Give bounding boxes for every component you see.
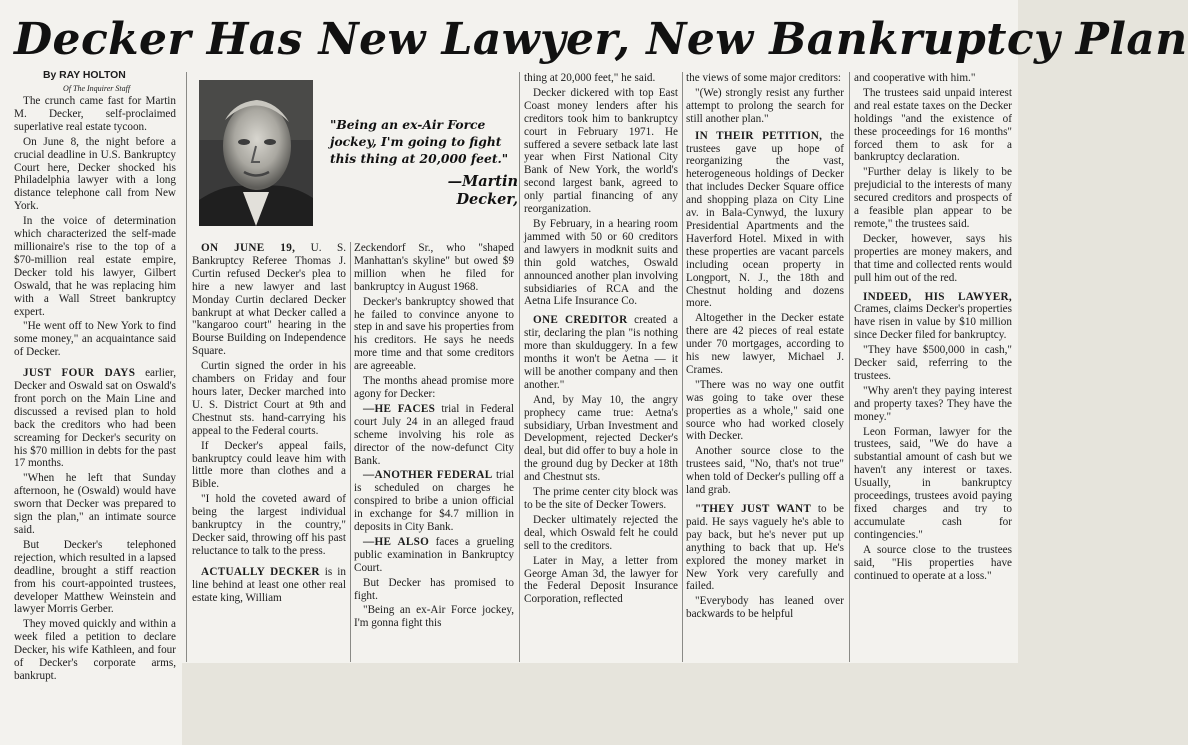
paragraph: IN THEIR PETITION, the trustees gave up hope of reorganizing the vast, heterogeneous holdings of Decker that includes Decker Square office and shopping plaza on City Line av. in Bala-Cynwyd, the luxury Presidential Apartments and the Haverford Hotel. Mixed in with these properties are vacant parcels including ocean property in Longport, N. J., the 18th and Chestnut holding and dozens more.: [686, 129, 844, 310]
column-rule: [350, 242, 351, 662]
paragraph: Decker, however, says his properties are money makers, and that time and collected rents would pull him out of the red.: [854, 232, 1012, 284]
paragraph: "There was no way one outfit was going to take over these properties as a whole," said one source who had worked closely with Decker.: [686, 378, 844, 443]
page-background: [182, 663, 1024, 745]
paragraph: "(We) strongly resist any further attempt to prolong the search for still another plan.": [686, 86, 844, 125]
paragraph: Later in May, a letter from George Aman 3d, the lawyer for the Federal Deposit Insurance Corporation, reflected: [524, 554, 678, 606]
paragraph: thing at 20,000 feet," he said.: [524, 72, 656, 84]
column-rule: [186, 72, 187, 662]
paragraph: The crunch came fast for Martin M. Decker, self-proclaimed superlative real estate tycoon.: [14, 95, 176, 133]
byline: By RAY HOLTON: [43, 70, 126, 81]
paragraph: "Everybody has leaned over backwards to be helpful: [686, 595, 844, 621]
paragraph: JUST FOUR DAYS earlier, Decker and Oswald sat on Oswald's front porch on the Main Line and discussed a revised plan to hold back the creditors who had been screaming for Decker's security on his $70 million in debts for the past 17 months.: [14, 367, 176, 470]
subhead-kicker: ON JUNE 19,: [201, 242, 296, 254]
subhead-kicker: ACTUALLY DECKER: [201, 565, 320, 578]
paragraph: "Why aren't they paying interest and property taxes? They have the money.": [854, 384, 1012, 423]
paragraph: Decker's bankruptcy showed that he failed to convince anyone to step in and save his properties from his creditors. He says he needs more time and that some creditors are agreeable.: [354, 295, 514, 373]
paragraph: —ANOTHER FEDERAL trial is scheduled on charges he conspired to bribe a union official in exchange for $4.7 million in deposits in City Bank.: [354, 469, 514, 534]
paragraph: "Further delay is likely to be prejudicial to the interests of many secured creditors and prospects of a feasible plan appear to be remote," the trustees said.: [854, 166, 1012, 230]
paragraph: Decker ultimately rejected the deal, which Oswald felt he could sell to the creditors.: [524, 513, 678, 552]
article-column-3: [354, 242, 514, 638]
paragraph: ACTUALLY DECKER is in line behind at least one other real estate king, William: [192, 565, 346, 604]
paragraph: —HE FACES trial in Federal court July 24 in an alleged fraud scheme involving his role as director of the now-defunct City Bank.: [354, 402, 514, 467]
article-column-6: [854, 72, 1012, 642]
subhead-kicker: —ANOTHER FEDERAL: [363, 469, 493, 482]
pull-quote-attribution: —Martin Decker,: [447, 173, 518, 208]
column-rule: [682, 72, 683, 662]
paragraph: But Decker's telephoned rejection, which resulted in a lapsed deadline, brought a stiff reaction from his court-appointed trustees, developer Matthew Weinstein and lawyer Morris Gerber.: [14, 538, 176, 616]
paragraph: Leon Forman, lawyer for the trustees, said, "We do have a substantial amount of cash but we haven't any interest or taxes. Usually, in bankruptcy proceedings, trustees avoid paying fixed charges and try to accumulate cash for contingencies.": [854, 425, 1012, 541]
subhead-kicker: —HE FACES: [363, 402, 436, 415]
paragraph: Curtin signed the order in his chambers on Friday and four hours later, Decker marched into U. S. District Court at 9th and Chestnut sts. hand-carrying his appeal to the Federal courts.: [192, 360, 346, 437]
paragraph: and cooperative with him.": [854, 72, 976, 84]
paragraph: The months ahead promise more agony for Decker:: [354, 375, 514, 400]
paragraph: By February, in a hearing room jammed with 50 or 60 creditors and lawyers in modknit suits and thin gold watches, Oswald announced another plan involving subsidiaries of RCA and the Aetna Life Insurance Co.: [524, 217, 678, 308]
paragraph: the views of some major creditors:: [686, 72, 842, 84]
byline-affiliation: Of The Inquirer Staff: [63, 84, 131, 93]
subhead-kicker: "THEY JUST WANT: [695, 503, 812, 515]
portrait-photo: [199, 80, 313, 226]
paragraph: On June 8, the night before a crucial deadline in U.S. Bankruptcy Court here, Decker shocked his Philadelphia lawyer with a long distance telephone call from New York.: [14, 135, 176, 213]
paragraph: And, by May 10, the angry prophecy came true: Aetna's subsidiary, Urban Investment and Development, rejected Decker's deal, but did offer to buy a hole in the ground dug by Decker at 18th and Chestnut sts.: [524, 393, 678, 484]
paragraph: They moved quickly and within a week filed a petition to declare Decker, his wife Kathleen, and four of Decker's corporate arms, bankrupt.: [14, 618, 176, 682]
article-column-4: [524, 72, 678, 642]
paragraph: Another source close to the trustees said, "No, that's not true" when told of Decker's pulling off a land grab.: [686, 445, 844, 497]
paragraph: In the voice of determination which characterized the self-made millionaire's rise to the top of a $70-million real estate empire, Decker told his lawyer, Gilbert Oswald, that he was replacing him with a Wall Street bankruptcy expert.: [14, 215, 176, 318]
subhead-kicker: JUST FOUR DAYS: [23, 367, 136, 380]
paragraph: The prime center city block was to be the site of Decker Towers.: [524, 486, 678, 511]
headline: Decker Has New Lawyer, New Bankruptcy Plan: [14, 14, 1188, 65]
column-rule: [849, 72, 850, 662]
paragraph: Zeckendorf Sr., who "shaped Manhattan's skyline" but owed $9 million when he filed for bankruptcy in August 1968.: [354, 242, 514, 293]
paragraph: "When he left that Sunday afternoon, he (Oswald) would have sworn that Decker was prepared to sign the plan," an intimate source said.: [14, 472, 176, 536]
subhead-kicker: —HE ALSO: [363, 535, 430, 548]
paragraph: A source close to the trustees said, "His properties have continued to operate at a loss.": [854, 543, 1012, 582]
article-column-5: [686, 72, 844, 642]
article-column-2: [192, 242, 346, 638]
paragraph: Decker dickered with top East Coast money lenders after his creditors took him to bankruptcy court in February 1971. He suffered a severe setback late last year when First National City Bank of New York, the world's second largest bank, agreed to only partial financing of any reorganization.: [524, 86, 678, 216]
paragraph: —HE ALSO faces a grueling public examination in Bankruptcy Court.: [354, 535, 514, 574]
subhead-kicker: INDEED, HIS LAWYER,: [863, 290, 1012, 303]
pull-quote: "Being an ex-Air Force jockey, I'm going to fight this thing at 20,000 feet.": [330, 117, 509, 166]
paragraph: "They have $500,000 in cash," Decker said, referring to the trustees.: [854, 344, 1012, 382]
paragraph: Altogether in the Decker estate there are 42 pieces of real estate under 70 mortgages, according to his new lawyer, Michael J. Crames.: [686, 312, 844, 376]
paragraph: ONE CREDITOR created a stir, declaring the plan "is nothing more than skulduggery. In a few months it won't be Aetna — it will be another company and then another.": [524, 314, 679, 391]
subhead-kicker: IN THEIR PETITION,: [695, 129, 823, 142]
paragraph: But Decker has promised to fight.: [354, 576, 514, 602]
article-column-1: [14, 70, 176, 740]
paragraph: The trustees said unpaid interest and real estate taxes on the Decker holdings "and the existence of these proceedings for 16 months" forced them to ask for a bankruptcy declaration.: [854, 86, 1012, 164]
paragraph: If Decker's appeal fails, bankruptcy could leave him with little more than clothes and a Bible.: [192, 439, 346, 491]
paragraph: INDEED, HIS LAWYER, Crames, claims Decker's properties have risen in value by $10 million since Decker filed for bankruptcy.: [854, 290, 1012, 342]
column-rule: [519, 72, 520, 662]
paragraph: "Being an ex-Air Force jockey, I'm gonna fight this: [354, 604, 514, 630]
paragraph: "I hold the coveted award of being the largest individual bankruptcy in the country," Decker said, throwing off his past reluctance to talk to the press.: [192, 493, 346, 557]
paragraph: ON JUNE 19, U. S. Bankruptcy Referee Thomas J. Curtin refused Decker's plea to hire a new lawyer and last Monday Curtin declared Decker bankrupt at what Decker called a "kangaroo court" hearing in the Bourse Building on Independence Square.: [192, 242, 346, 358]
paragraph: "He went off to New York to find some money," an acquaintance said of Decker.: [14, 320, 176, 359]
paragraph: "THEY JUST WANT to be paid. He says vaguely he's able to pay back, but he's never put up anything to back that up. He's explored the money market in New York very carefully and failed.: [686, 503, 844, 593]
subhead-kicker: ONE CREDITOR: [533, 314, 628, 327]
